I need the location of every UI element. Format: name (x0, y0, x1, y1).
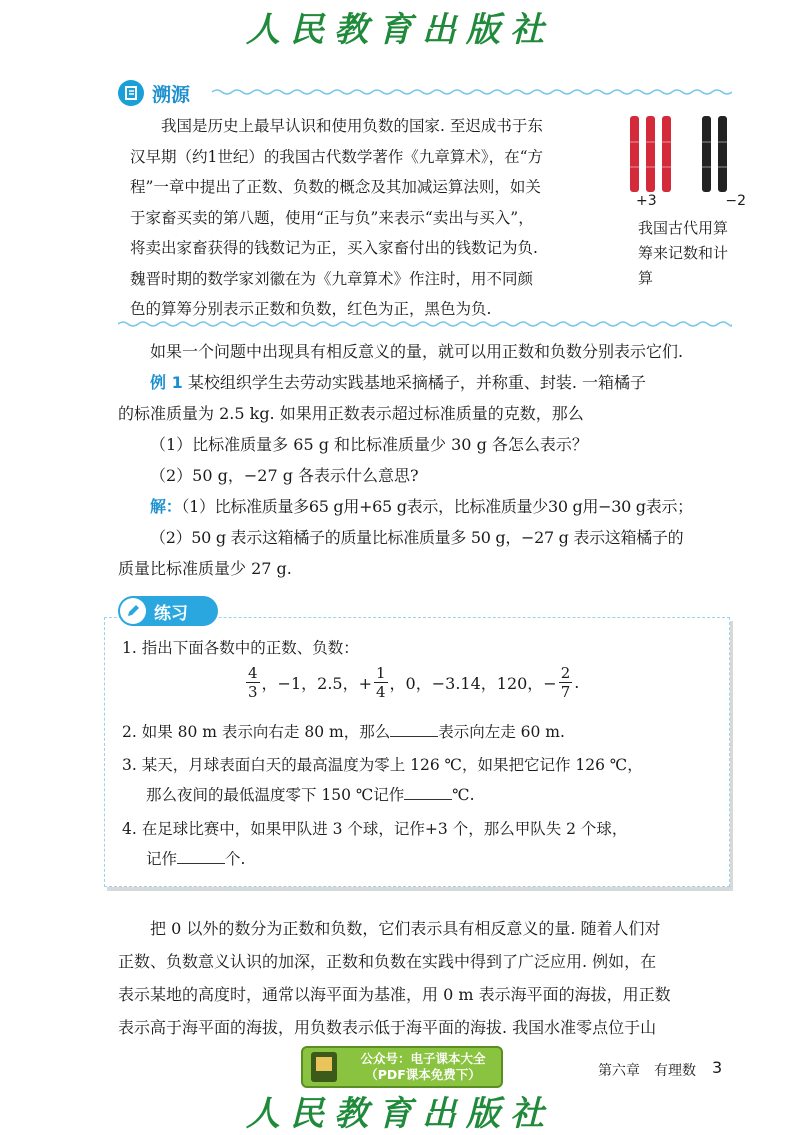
solution-line-2: （2）50 g 表示这箱橘子的质量比标准质量多 50 g，−27 g 表示这箱橘子的 (150, 528, 684, 547)
red-rods (630, 116, 671, 192)
exercise-item-2: 2. 如果 80 m 表示向右走 80 m，那么 表示向左走 60 m. (122, 723, 565, 741)
chapter-label: 第六章 有理数 (598, 1063, 696, 1079)
rod-negative-label: −2 (725, 193, 746, 209)
source-line: 魏晋时期的数学家刘徽在为《九章算术》作注时，用不同颜 (130, 269, 534, 288)
fraction-4-3: $\frac{4}{3}$ (248, 664, 258, 701)
book-cover-icon (311, 1052, 337, 1082)
closing-line: 表示某地的高度时，通常以海平面为基准，用 0 m 表示海平面的海拔，用正数 (118, 985, 671, 1004)
badge-line-2: （PDF课本免费下） (365, 1067, 481, 1082)
number-list-tail: ，0，−3.14，120，− (389, 674, 557, 693)
solution-text-1: （1）比标准质量多65 g用+65 g表示，比标准质量少30 g用−30 g表示； (181, 497, 693, 516)
closing-line: 表示高于海平面的海拔，用负数表示低于海平面的海拔. 我国水准零点位于山 (118, 1018, 657, 1037)
badge-line-1: 公众号：电子课本大全 (360, 1051, 486, 1066)
fraction-1-4: $\frac{1}{4}$ (376, 664, 386, 701)
black-rods (702, 116, 727, 192)
page-number: 3 (712, 1058, 723, 1077)
example-line-1 (118, 367, 732, 398)
exercise-item-3-line-1: 3. 某天，月球表面白天的最高温度为零上 126 ℃，如果把它记作 126 ℃， (122, 756, 643, 774)
solution-line-1 (118, 491, 732, 522)
pencil-icon (120, 598, 146, 624)
counting-rods-illustration (622, 112, 746, 194)
rod-labels (636, 193, 746, 209)
question-2: （2）50 g，−27 g 各表示什么意思? (150, 466, 419, 485)
source-line: 将卖出家畜获得的钱数记为正，买入家畜付出的钱数记为负. (130, 239, 538, 257)
wavy-divider-top (212, 88, 732, 96)
number-list (244, 664, 579, 701)
intro-text: 如果一个问题中出现具有相反意义的量，就可以用正数和负数分别表示它们. (150, 342, 684, 361)
promo-badge[interactable] (301, 1046, 503, 1088)
source-paragraph (130, 111, 610, 325)
book-icon (118, 80, 144, 106)
source-header (118, 76, 190, 110)
example-text-1: 某校组织学生去劳动实践基地采摘橘子，并称重、封装. 一箱橘子 (187, 373, 646, 392)
number-list-middle: ，−1，2.5，+ (261, 674, 372, 693)
figure-caption: 我国古代用算筹来记数和计算 (638, 219, 729, 287)
exercise-item-1: 1. 指出下面各数中的正数、负数： (122, 639, 359, 657)
exercise-item-4-line-2: 记作 个. (146, 850, 246, 868)
question-1: （1）比标准质量多 65 g 和比标准质量少 30 g 各怎么表示？ (150, 435, 588, 454)
number-list-end: . (574, 673, 580, 692)
wavy-divider-bottom (118, 320, 732, 328)
example-label: 例 1 (150, 373, 183, 392)
exercise-item-3-line-2: 那么夜间的最低温度零下 150 ℃记作 ℃. (146, 786, 475, 804)
closing-paragraph (118, 912, 732, 1044)
closing-line: 正数、负数意义认识的加深，正数和负数在实践中得到了广泛应用. 例如，在 (118, 952, 657, 971)
publisher-logo-top: 人民教育出版社 (246, 10, 554, 50)
closing-line: 把 0 以外的数分为正数和负数，它们表示具有相反意义的量. 随着人们对 (150, 919, 661, 938)
source-title: 溯源 (152, 83, 191, 106)
source-line: 于家畜买卖的第八题，使用“正与负”来表示“卖出与买入”， (130, 208, 534, 227)
source-line: 我国是历史上最早认识和使用负数的国家. 至迟成书于东 (161, 117, 543, 135)
answer-blank[interactable] (390, 722, 438, 737)
source-line: 色的算筹分别表示正数和负数，红色为正，黑色为负. (130, 300, 492, 318)
fraction-2-7: $\frac{2}{7}$ (560, 664, 571, 701)
source-line: 程”一章中提出了正数、负数的概念及其加减运算法则，如关 (130, 178, 541, 196)
example-line-2: 的标准质量为 2.5 kg. 如果用正数表示超过标准质量的克数，那么 (118, 404, 584, 423)
publisher-logo-bottom: 人民教育出版社 (246, 1094, 554, 1134)
rod-positive-label: +3 (636, 193, 657, 209)
answer-blank[interactable] (177, 849, 225, 864)
exercise-title: 练习 (154, 603, 188, 624)
solution-line-3: 质量比标准质量少 27 g. (118, 559, 292, 578)
answer-blank[interactable] (404, 785, 452, 800)
source-line: 汉早期（约1世纪）的我国古代数学著作《九章算术》，在“方 (130, 147, 544, 166)
solution-label: 解： (150, 497, 182, 516)
exercise-tab (118, 596, 218, 626)
exercise-item-4-line-1: 4. 在足球比赛中，如果甲队进 3 个球，记作+3 个，那么甲队失 2 个球， (122, 820, 628, 838)
